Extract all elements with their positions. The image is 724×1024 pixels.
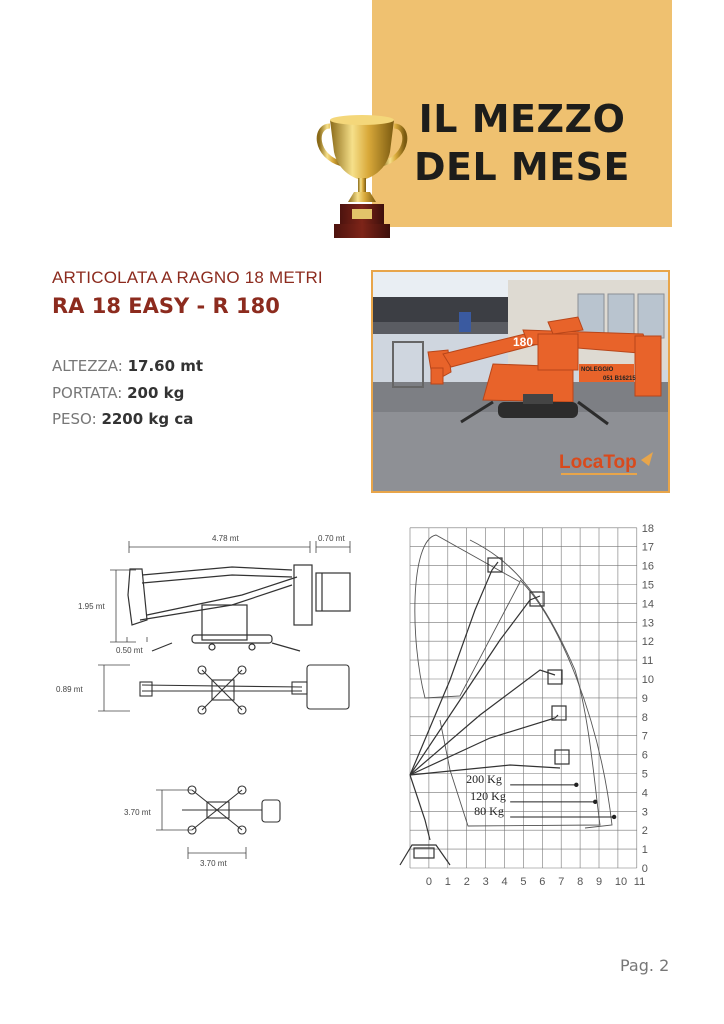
x-tick-label: 8 <box>577 876 584 888</box>
y-tick-label: 13 <box>641 617 655 630</box>
machine-photo-illustration <box>373 272 668 491</box>
dim-outrigger-width: 3.70 mt <box>200 859 227 868</box>
dim-height: 1.95 mt <box>78 602 105 611</box>
y-tick-label: 15 <box>641 579 655 592</box>
dim-ground: 0.50 mt <box>116 646 143 655</box>
x-tick-label: 9 <box>596 876 603 888</box>
reach-grid <box>410 523 654 888</box>
locatop-logo: LocaTop <box>559 452 637 473</box>
load-point <box>612 815 616 819</box>
y-tick-label: 17 <box>641 541 655 554</box>
reach-diagram <box>380 520 660 890</box>
boom-positions <box>400 558 569 865</box>
load-point <box>574 783 578 787</box>
y-tick-label: 1 <box>641 844 648 857</box>
dimension-drawings <box>52 525 362 875</box>
spec-value: 200 kg <box>127 384 185 402</box>
y-tick-label: 11 <box>641 655 654 668</box>
banner-title-line2: DEL MESE <box>413 145 631 189</box>
dim-outrigger-height: 3.70 mt <box>124 808 151 817</box>
spec-altezza <box>52 357 203 375</box>
x-tick-label: 5 <box>520 876 527 888</box>
spec-value: 2200 kg ca <box>101 410 194 428</box>
spec-label: ALTEZZA: <box>52 357 123 375</box>
x-tick-label: 10 <box>614 876 628 888</box>
product-photo <box>371 270 670 493</box>
y-tick-label: 12 <box>641 636 655 649</box>
y-tick-label: 14 <box>641 598 655 611</box>
spec-peso <box>52 410 193 428</box>
load-label: 80 Kg <box>474 803 504 818</box>
x-tick-label: 6 <box>539 876 546 888</box>
y-tick-label: 16 <box>641 560 655 573</box>
machine-text: NOLEGGIO <box>581 367 614 373</box>
y-tick-label: 2 <box>641 825 648 838</box>
x-tick-label: 7 <box>558 876 565 888</box>
spec-value: 17.60 mt <box>127 357 204 375</box>
reach-envelope <box>415 535 612 828</box>
y-tick-label: 5 <box>641 768 648 781</box>
y-tick-label: 0 <box>641 863 648 875</box>
y-tick-label: 4 <box>641 787 648 800</box>
banner-title-line1: IL MEZZO <box>418 97 626 141</box>
product-subtitle: ARTICOLATA A RAGNO 18 METRI <box>52 268 323 287</box>
x-tick-label: 2 <box>463 876 470 888</box>
product-model: RA 18 EASY - R 180 <box>52 294 280 318</box>
machine-phone: 051 B16215 <box>603 376 636 382</box>
page-number: Pag. 2 <box>620 956 670 975</box>
y-tick-label: 10 <box>641 674 655 686</box>
load-label: 200 Kg <box>466 771 502 786</box>
dim-platform: 0.70 mt <box>318 534 345 543</box>
spec-portata <box>52 384 184 402</box>
y-tick-label: 9 <box>641 692 648 705</box>
y-tick-label: 7 <box>641 730 648 743</box>
x-tick-label: 1 <box>444 876 451 888</box>
y-tick-label: 8 <box>641 711 648 724</box>
x-tick-label: 11 <box>633 876 646 888</box>
y-tick-label: 6 <box>641 749 648 762</box>
spec-label: PESO: <box>52 410 97 428</box>
y-tick-label: 18 <box>641 522 655 535</box>
x-tick-label: 0 <box>425 876 433 888</box>
x-tick-label: 3 <box>482 876 489 888</box>
y-tick-label: 3 <box>641 806 648 819</box>
spec-label: PORTATA: <box>52 384 123 402</box>
banner-title <box>372 95 672 191</box>
x-tick-label: 4 <box>501 876 508 888</box>
load-point <box>593 800 597 804</box>
dim-length: 4.78 mt <box>212 534 239 543</box>
load-lines <box>466 772 616 819</box>
title-banner <box>372 0 672 227</box>
machine-model-label: 180 <box>513 335 534 349</box>
trophy-icon <box>312 112 412 244</box>
dim-width: 0.89 mt <box>56 685 83 694</box>
load-label: 120 Kg <box>470 788 506 803</box>
